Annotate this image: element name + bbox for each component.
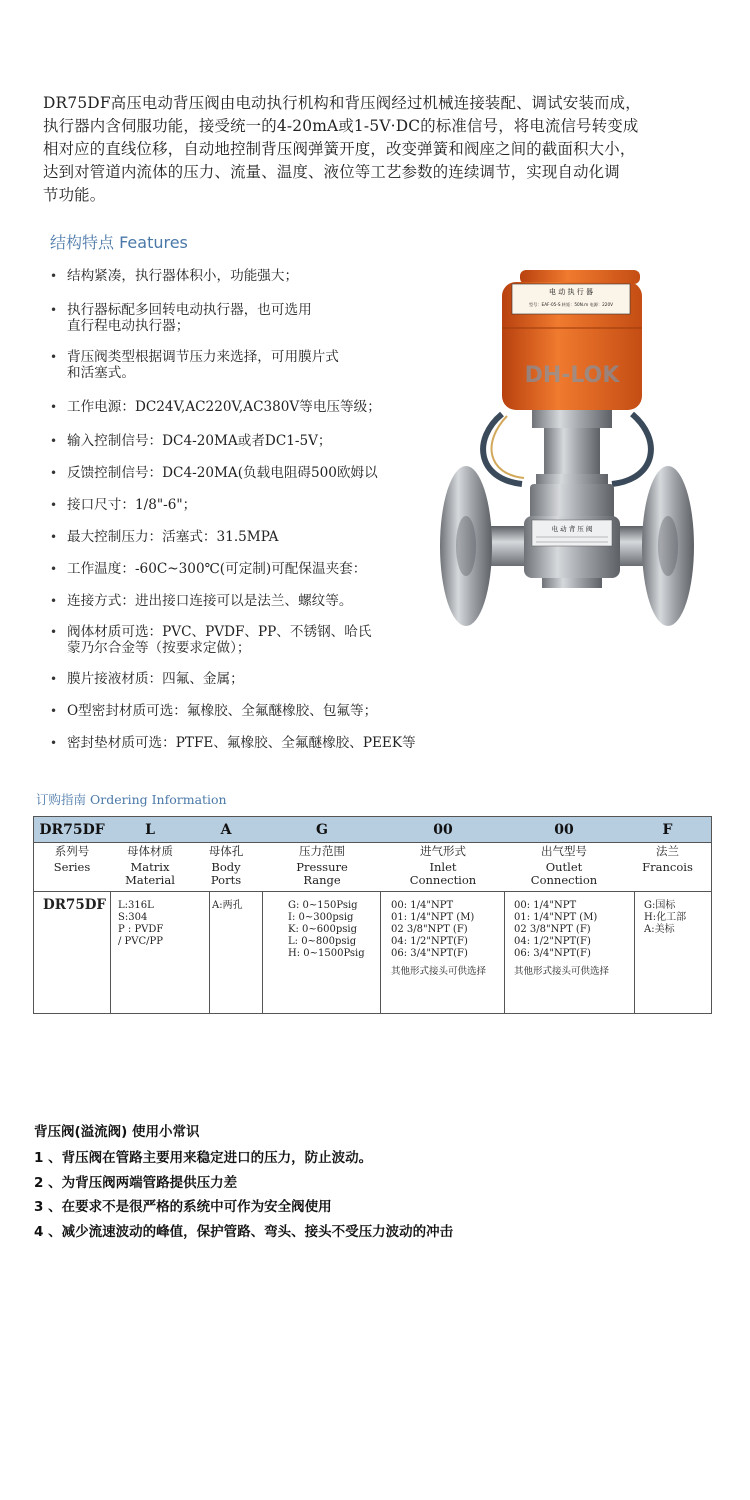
label-en: Pressure [296, 859, 348, 874]
header-code-outlet: 00 [554, 822, 574, 838]
label-en: Body [211, 859, 241, 874]
label-en: Ports [210, 873, 242, 887]
value-outlet [514, 900, 609, 978]
ordering-table [33, 816, 712, 1014]
label-series [34, 845, 110, 891]
feature-text: • 最大控制压力：活塞式：31.5MPA [67, 529, 279, 545]
inlet-option: 06: 3/4"NPT(F) [391, 948, 468, 959]
actuator-label: 电 动 执 行 器 [549, 288, 593, 296]
header-code-ports: A [220, 822, 232, 838]
feature-item [50, 465, 460, 481]
feature-item [50, 399, 460, 415]
feature-text: • 输入控制信号：DC4-20MA或者DC1-5V； [67, 433, 332, 449]
label-zh: 进气形式 [420, 844, 466, 858]
label-en: Francois [642, 859, 693, 874]
intro-line: 相对应的直线位移，自动地控制背压阀弹簧开度，改变弹簧和阀座之间的截面积大小， [43, 140, 636, 158]
inlet-note: 其他形式接头可供选择 [391, 966, 487, 977]
value-pressure [288, 900, 365, 960]
header-code-pressure: G [316, 822, 328, 838]
tip-item: 3 、在要求不是很严格的系统中可作为安全阀使用 [34, 1199, 332, 1215]
pressure-option: K: 0~600psig [288, 924, 357, 935]
header-code-inlet: 00 [433, 822, 453, 838]
ports-option: A:两孔 [212, 900, 243, 911]
ordering-label-row [34, 845, 711, 891]
value-ports [212, 900, 243, 912]
label-outlet [504, 845, 624, 891]
pressure-option: I: 0~300psig [288, 912, 354, 923]
feature-text: • 阀体材质可选：PVC、PVDF、PP、不锈钢、哈氏 [67, 624, 372, 640]
brand-watermark: DH-LOK [524, 363, 620, 388]
material-option: S:304 [118, 912, 148, 923]
feature-item [50, 703, 460, 719]
feature-text: • 工作电源：DC24V,AC220V,AC380V等电压等级； [67, 399, 381, 415]
label-en: Series [53, 859, 91, 874]
label-en: Inlet [429, 859, 457, 874]
label-zh: 母体孔 [208, 844, 244, 858]
outlet-note: 其他形式接头可供选择 [514, 966, 610, 977]
header-code-material: L [145, 822, 155, 838]
label-zh: 法兰 [656, 844, 679, 858]
feature-text: • 接口尺寸：1/8"-6"； [67, 497, 197, 513]
outlet-option: 01: 1/4"NPT (M) [514, 912, 598, 923]
valve-label: 电 动 背 压 阀 [551, 525, 593, 533]
feature-text: • 反馈控制信号：DC4-20MA(负载电阻碍500欧姆以 [67, 465, 378, 481]
outlet-option: 06: 3/4"NPT(F) [514, 948, 591, 959]
flange-option: A:美标 [644, 924, 675, 935]
inlet-option: 00: 1/4"NPT [391, 900, 454, 911]
feature-item [50, 561, 460, 577]
value-material [118, 900, 163, 948]
header-code-flange: F [662, 822, 673, 838]
label-pressure [262, 845, 382, 891]
features-list [50, 268, 460, 751]
feature-text: • 连接方式：进出接口连接可以是法兰、螺纹等。 [67, 593, 353, 609]
label-flange [624, 845, 711, 891]
pressure-option: H: 0~1500Psig [288, 948, 365, 959]
outlet-option: 02 3/8"NPT (F) [514, 924, 591, 935]
tips-title: 背压阀(溢流阀) 使用小常识 [34, 1124, 200, 1140]
inlet-option: 02 3/8"NPT (F) [391, 924, 468, 935]
flange-option: H:化工部 [644, 912, 687, 923]
label-ports [190, 845, 262, 891]
value-series: DR75DF [43, 897, 107, 913]
header-code-series: DR75DF [39, 822, 105, 838]
label-zh: 母体材质 [127, 844, 173, 858]
feature-item [50, 268, 460, 284]
feature-text: • 膜片接液材质：四氟、金属； [67, 671, 244, 687]
label-en: Range [303, 873, 341, 887]
inlet-option: 01: 1/4"NPT (M) [391, 912, 475, 923]
pressure-option: G: 0~150Psig [288, 900, 358, 911]
intro-line: 达到对管道内流体的压力、流量、温度、液位等工艺参数的连续调节，实现自动化调 [43, 163, 620, 181]
tip-item: 2 、为背压阀两端管路提供压力差 [34, 1174, 238, 1191]
intro-line: 节功能。 [43, 186, 106, 204]
feature-text: • 密封垫材质可选：PTFE、氟橡胶、全氟醚橡胶、PEEK等 [67, 735, 416, 751]
feature-item [50, 529, 460, 545]
feature-item [50, 302, 460, 334]
feature-text: • 执行器标配多回转电动执行器，也可选用 [67, 302, 312, 318]
feature-item [50, 735, 460, 751]
ordering-values-row [34, 892, 711, 1013]
label-material [110, 845, 190, 891]
label-en: Material [125, 873, 175, 887]
label-en: Outlet [545, 859, 583, 874]
intro-paragraph [43, 92, 708, 207]
outlet-option: 00: 1/4"NPT [514, 900, 577, 911]
tip-item: 4 、减少流速波动的峰值，保护管路、弯头、接头不受压力波动的冲击 [34, 1223, 454, 1240]
feature-text-cont: 直行程电动执行器； [67, 318, 190, 334]
material-option: / PVC/PP [118, 936, 163, 947]
feature-text-cont: 和活塞式。 [67, 365, 135, 381]
value-inlet [391, 900, 486, 978]
label-en: Connection [530, 873, 598, 887]
feature-text: • 工作温度：-60C~300℃(可定制)可配保温夹套： [67, 561, 367, 577]
outlet-option: 04: 1/2"NPT(F) [514, 936, 591, 947]
value-flange [644, 900, 686, 936]
feature-item [50, 624, 460, 656]
feature-item [50, 497, 460, 513]
label-en: Connection [409, 873, 477, 887]
flange-option: G:国标 [644, 900, 676, 911]
intro-line: 执行器内含伺服功能，接受统一的4-20mA或1-5V·DC的标准信号，将电流信号转变成 [43, 117, 639, 135]
ordering-header-row [34, 817, 711, 843]
feature-item [50, 593, 460, 609]
feature-text-cont: 蒙乃尔合金等（按要求定做）； [67, 640, 251, 656]
actuator-model: 型号：EAF-05-S 转矩：50N.m 电源：220V [528, 302, 614, 307]
feature-text: • O型密封材质可选：氟橡胶、全氟醚橡胶、包氟等； [67, 703, 378, 719]
ordering-title: 订购指南 Ordering Information [36, 792, 227, 807]
actuator-top [520, 270, 640, 284]
label-zh: 系列号 [54, 844, 90, 858]
label-inlet [382, 845, 504, 891]
usage-tips [34, 1120, 724, 1244]
features-title: 结构特点 Features [50, 233, 188, 252]
material-option: L:316L [118, 900, 154, 911]
product-image [432, 264, 702, 636]
feature-item [50, 349, 460, 381]
material-option: P : PVDF [118, 924, 164, 935]
label-zh: 出气型号 [541, 844, 587, 858]
label-zh: 压力范围 [299, 844, 345, 858]
feature-text: • 结构紧凑，执行器体积小，功能强大； [67, 268, 299, 284]
feature-item [50, 433, 460, 449]
tip-item: 1 、背压阀在管路主要用来稳定进口的压力，防止波动。 [34, 1150, 373, 1166]
inlet-option: 04: 1/2"NPT(F) [391, 936, 468, 947]
pressure-option: L: 0~800psig [288, 936, 357, 947]
label-en: Matrix [130, 859, 170, 874]
intro-line: DR75DF高压电动背压阀由电动执行机构和背压阀经过机械连接装配、调试安装而成， [43, 94, 641, 112]
actuator-yoke [532, 410, 612, 428]
feature-item [50, 671, 460, 687]
feature-text: • 背压阀类型根据调节压力来选择，可用膜片式 [67, 349, 339, 365]
